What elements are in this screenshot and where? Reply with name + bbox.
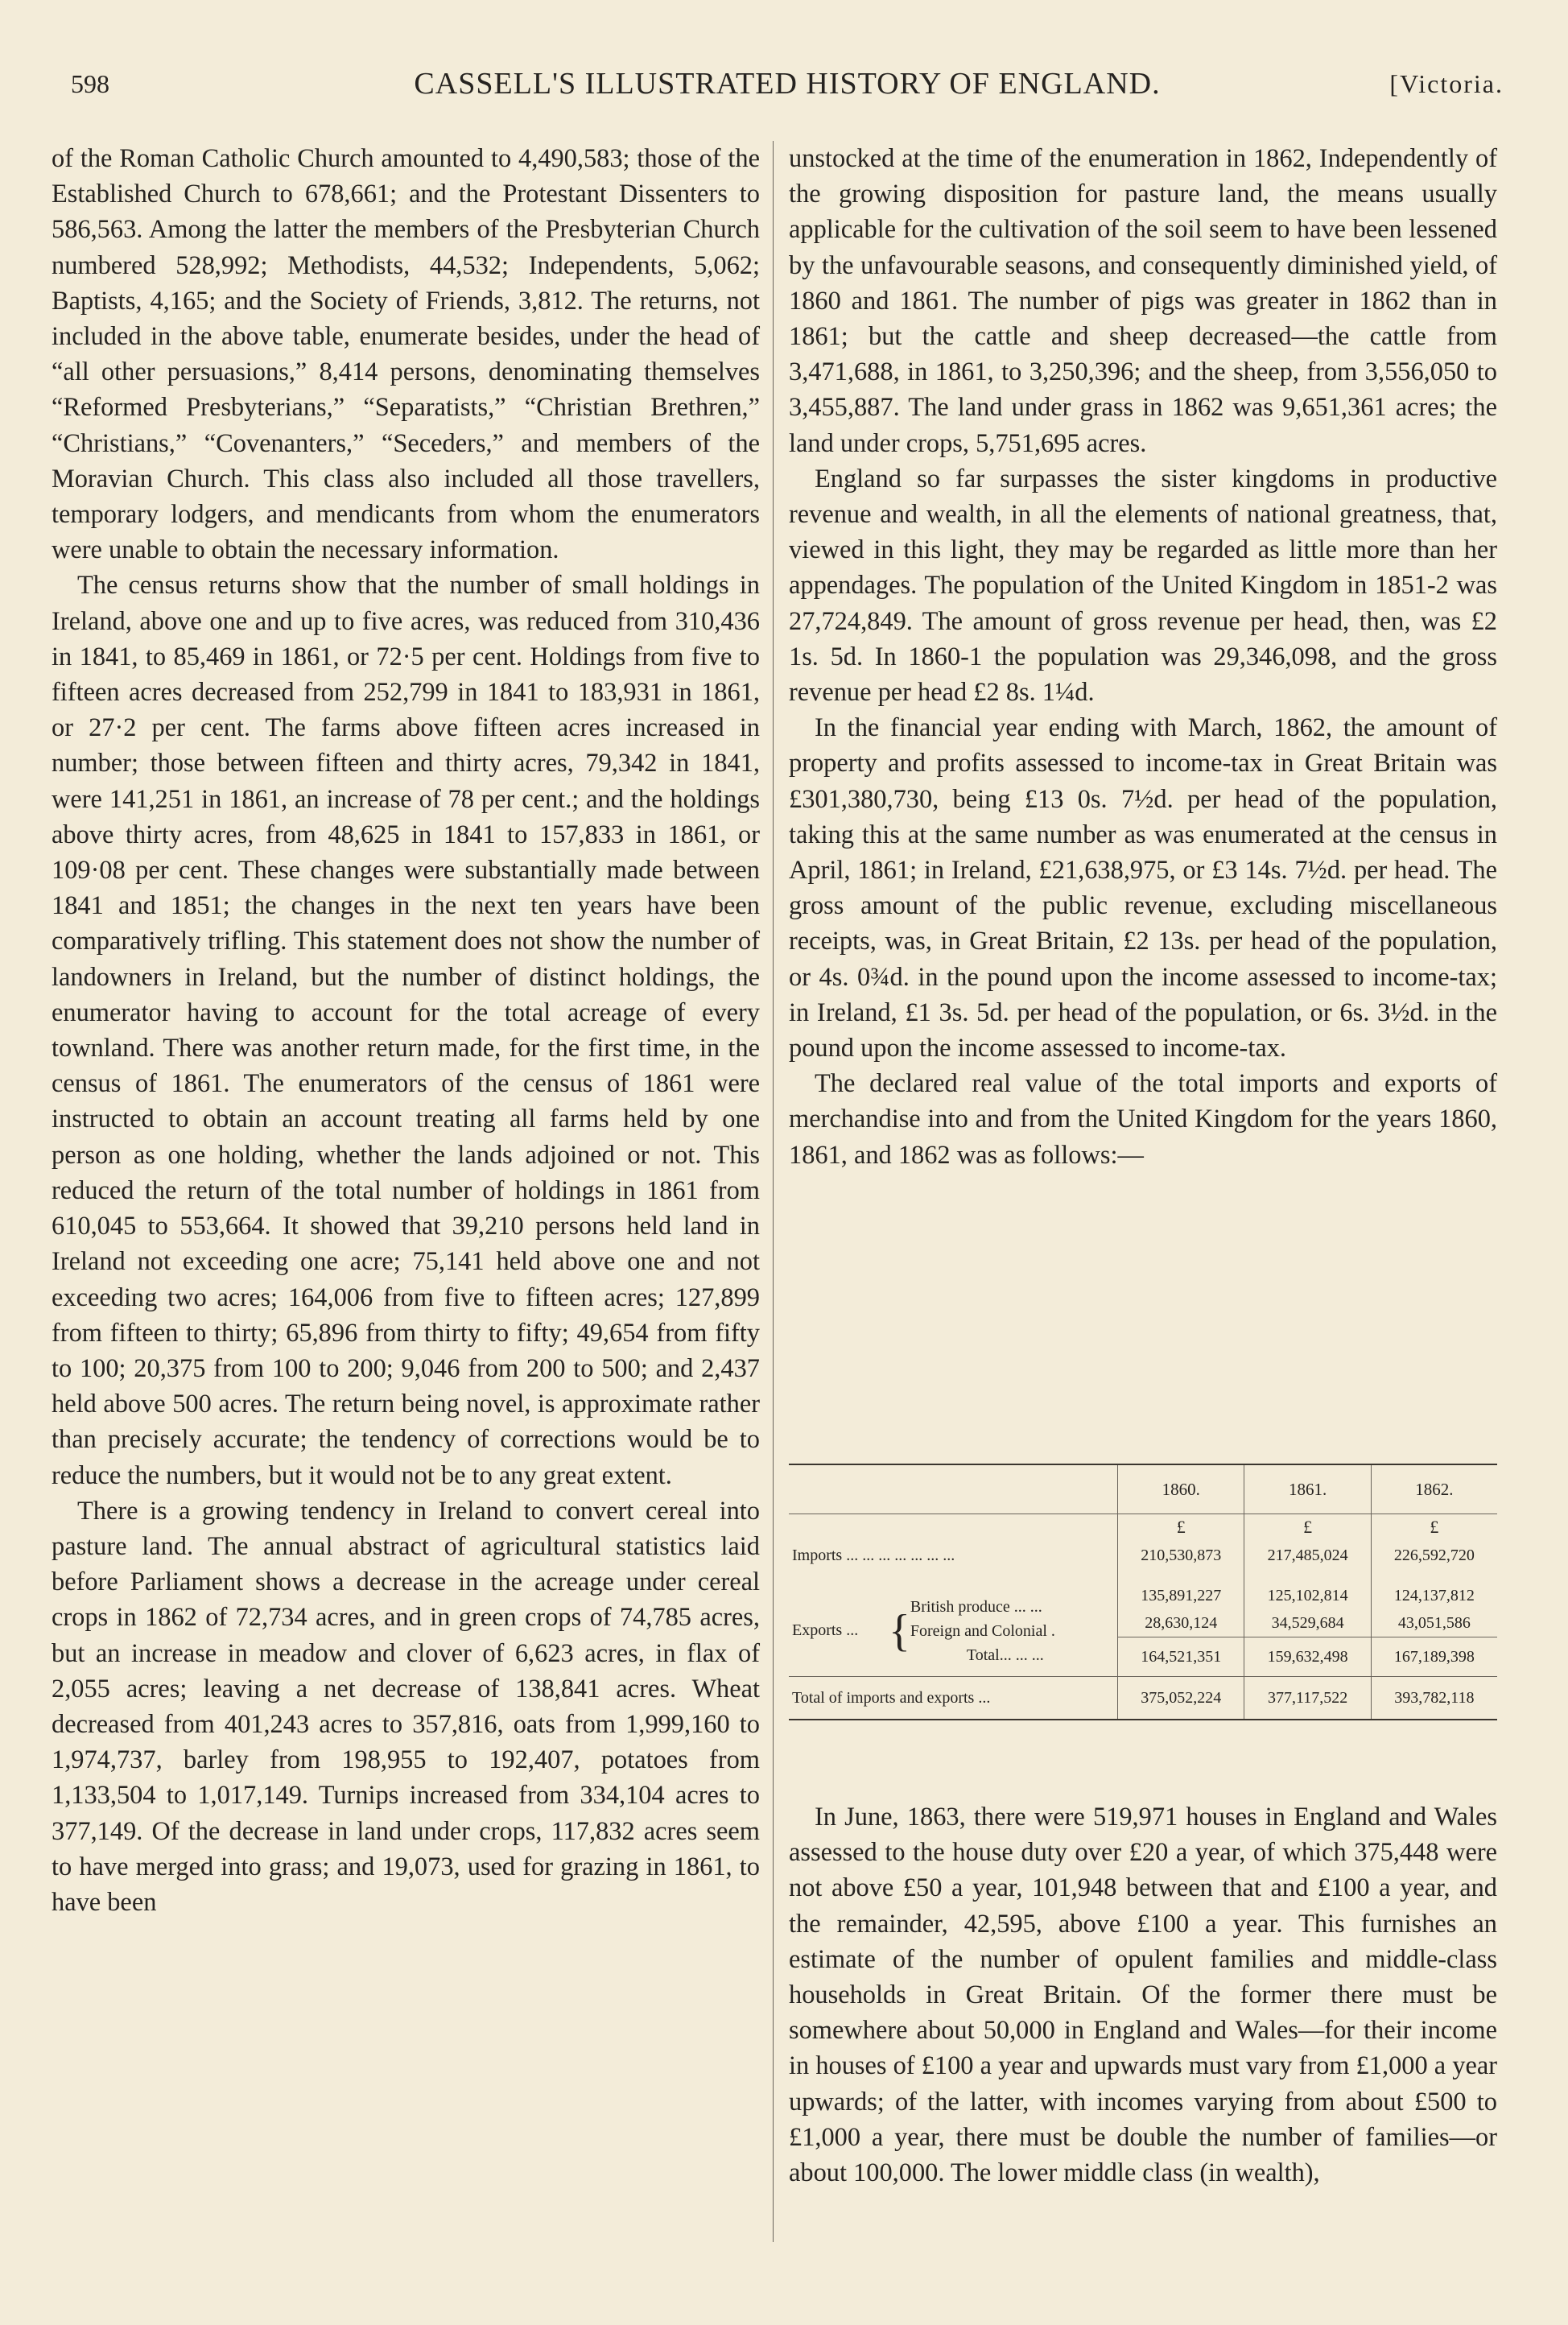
currency-symbol: £ [1371,1514,1497,1541]
row-label: Foreign and Colonial . [910,1621,1055,1640]
table-cell: 135,891,227 [1118,1571,1244,1609]
table-cell: 125,102,814 [1244,1571,1371,1609]
trade-table [789,1464,1497,1790]
paragraph: The census returns show that the number of small holdings in Ireland, above one and up to five acres, was reduced from 310,436 in 1841, to 85,469 in 1861, or 72·5 per cent. Holdings from five to fifteen acres decreased from 252,799 in 1841 to 183,931 in 1861, or 27·2 per cent. The farms above fifteen acres increased in number; those between fifteen and thirty acres, 79,342 in 1841, were 141,251 in 1861, an increase of 78 per cent.; and the holdings above thirty acres, from 48,625 in 1841 to 157,833 in 1861, or 109·08 per cent. These changes were substantially made between 1841 and 1851; the changes in the next ten years have been comparatively trifling. This statement does not show the number of landowners in Ireland, but the number of distinct holdings, the enumerator having to account for the total acreage of every townland. There was another return made, for the first time, in the census of 1861. The enumerators of the census of 1861 were instructed to obtain an account treating all farms held by one person as one holding, whether the lands adjoined or not. This reduced the return of the total number of holdings in 1861 from 610,045 to 553,664. It showed that 39,210 persons held land in Ireland not exceeding one acre; 75,141 held above one and not exceeding two acres; 164,006 from five to fifteen acres; 127,899 from fifteen to thirty; 65,896 from thirty to fifty; 49,654 from fifty to 100; 20,375 from 100 to 200; 9,046 from 200 to 500; and 2,437 held above 500 acres. The return being novel, is approximate rather than precisely accurate; the tendency of corrections would be to reduce the numbers, but it would not be to any great extent. [52,571,760,1490]
table-cell: 393,782,118 [1371,1677,1497,1720]
table-cell: 217,485,024 [1244,1540,1371,1571]
page-number: 598 [71,69,109,98]
paragraph: There is a growing tendency in Ireland to convert cereal into pasture land. The annual abstract of agricultural statistics laid before Parliament shows a decrease in the acreage under cereal crops in 1862 of 72,734 acres, and in green crops of 74,785 acres, but an increase in meadow and clover of 6,623 acres, in flax of 2,055 acres; leaving a net decrease of 138,841 acres. Wheat decreased from 401,243 acres to 357,816, oats from 1,999,160 to 1,974,737, barley from 198,955 to 192,407, potatoes from 1,133,504 to 1,017,149. Turnips increased from 334,104 acres to 377,149. Of the decrease in land under crops, 117,832 acres seem to have merged into grass; and 19,073, used for grazing in 1861, to have been [52,1496,760,1917]
section-label: [Victoria. [1389,69,1504,98]
table-cell: 375,052,224 [1118,1677,1244,1720]
table-cell: 43,051,586 [1371,1609,1497,1637]
row-label: Total of imports and exports ... [789,1677,1118,1720]
table-cell: 167,189,398 [1371,1637,1497,1677]
table-row [789,1677,1497,1720]
left-column [52,141,760,1920]
row-label: Exports ... [792,1621,859,1639]
currency-symbol: £ [1118,1514,1244,1541]
column-divider [773,141,774,2242]
column-header: 1861. [1244,1464,1371,1514]
table-cell: 226,592,720 [1371,1540,1497,1571]
currency-symbol: £ [1244,1514,1371,1541]
table-cell: 159,632,498 [1244,1637,1371,1677]
paragraph: of the Roman Catholic Church amounted to 4,490,583; those of the Established Church to 678,661; and the Protestant Dissenters to 586,563. Among the latter the members of the Presbyterian Church numbered 528,992; Methodists, 44,532; Independents, 5,062; Baptists, 4,165; and the Society of Friends, 3,812. The returns, not included in the above table, enumerate besides, under the head of “all other persuasions,” 8,414 persons, denominating themselves “Reformed Presbyterians,” “Separatists,” “Christian Brethren,” “Christians,” “Covenanters,” “Seceders,” and members of the Moravian Church. This class also included all those travellers, temporary lodgers, and mendicants from whom the enumerators were unable to obtain the necessary information. [52,144,760,565]
paragraph: The declared real value of the total imports and exports of merchandise into and from the United Kingdom for the years 1860, 1861, and 1862 was as follows:— [789,1069,1497,1170]
right-column [789,141,1497,1173]
table-cell: 210,530,873 [1118,1540,1244,1571]
paragraph: unstocked at the time of the enumeration in 1862, Independently of the growing disposition for pasture land, the means usually applicable for the cultivation of the soil seem to have been lessened by the unfavourable seasons, and consequently diminished yield, of 1860 and 1861. The number of pigs was greater in 1862 than in 1861; but the cattle and sheep decreased—the cattle from 3,471,688, in 1861, to 3,250,396; and the sheep, from 3,556,050 to 3,455,887. The land under grass in 1862 was 9,651,361 acres; the land under crops, 5,751,695 acres. [789,144,1497,458]
table-cell: 34,529,684 [1244,1609,1371,1637]
table-cell: 164,521,351 [1118,1637,1244,1677]
table-cell: 28,630,124 [1118,1609,1244,1637]
column-header: 1862. [1371,1464,1497,1514]
paragraph: England so far surpasses the sister kingdoms in productive revenue and wealth, in all the elements of national greatness, that, viewed in this light, they may be regarded as little more than her appendages. The population of the United Kingdom in 1851-2 was 27,724,849. The amount of gross revenue per head, then, was £2 1s. 5d. In 1860-1 the population was 29,346,098, and the gross revenue per head £2 8s. 1¼d. [789,464,1497,708]
column-header: 1860. [1118,1464,1244,1514]
paragraph: In the financial year ending with March, 1862, the amount of property and profits assessed to income-tax in Great Britain was £301,380,730, being £13 0s. 7½d. per head of the population, taking this at the same number as was enumerated at the census in April, 1861; in Ireland, £21,638,975, or £3 14s. 7½d. per head. The gross amount of the public revenue, excluding miscellaneous receipts, was, in Great Britain, £2 13s. per head of the population, or 4s. 0¾d. in the pound upon the income assessed to income-tax; in Ireland, £1 3s. 5d. per head of the population, or 6s. 3½d. in the pound upon the income assessed to income-tax. [789,713,1497,1063]
table-row [789,1540,1497,1571]
table-cell: 124,137,812 [1371,1571,1497,1609]
row-label: Imports ... ... ... ... ... ... ... [792,1546,955,1564]
running-header [71,66,1504,114]
running-title: CASSELL'S ILLUSTRATED HISTORY OF ENGLAND. [414,67,1161,101]
right-column-continued [789,1799,1497,2191]
paragraph: In June, 1863, there were 519,971 houses in England and Wales assessed to the house duty over £20 a year, of which 375,448 were not above £50 a year, 101,948 between that and £100 a year, and the remainder, 42,595, above £100 a year. This furnishes an estimate of the number of opulent families and middle-class households in Great Britain. Of the former there must be somewhere about 50,000 in England and Wales—for their income in houses of £100 a year and upwards must vary from £1,000 a year upwards; of the latter, with incomes varying from about £500 to £1,000 a year, there must be double the number of families—or about 100,000. The lower middle class (in wealth), [789,1803,1497,2188]
table-row [789,1571,1497,1609]
row-label: British produce ... ... [910,1597,1042,1616]
row-label: Total... ... ... [966,1646,1044,1664]
table-cell: 377,117,522 [1244,1677,1371,1720]
brace: { [889,1605,910,1656]
